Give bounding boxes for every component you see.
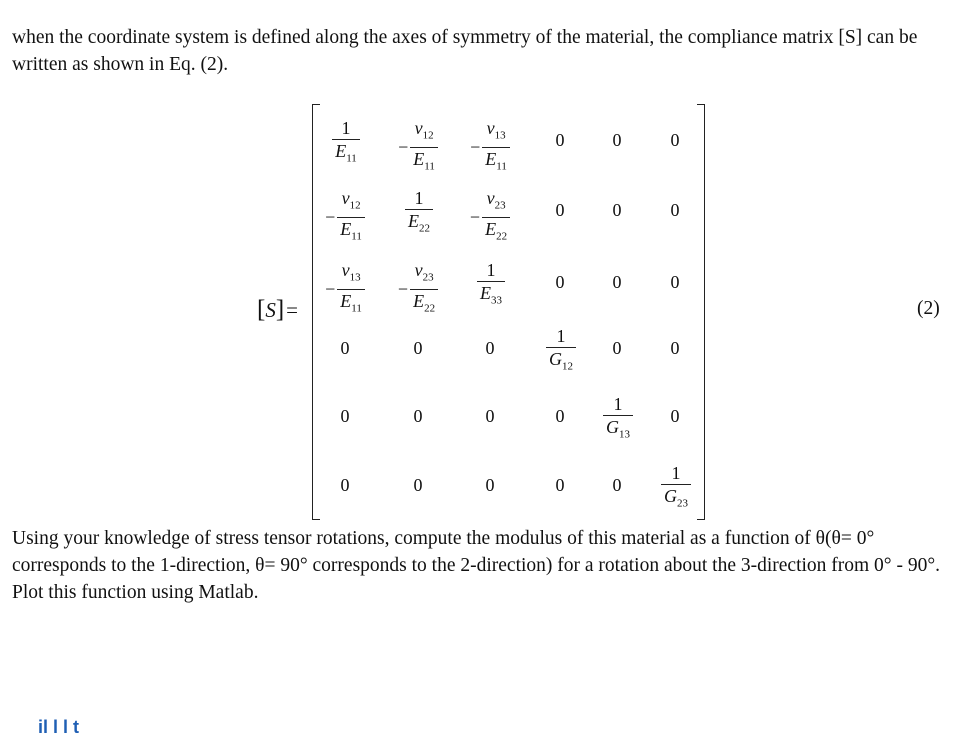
fraction: [482, 188, 510, 246]
denominator-subscript: 33: [491, 294, 502, 307]
poisson-symbol: [414, 260, 434, 284]
fraction: [546, 326, 576, 377]
zero-entry: 0: [612, 130, 622, 150]
zero-entry: 0: [670, 338, 680, 358]
zero-entry: 0: [413, 406, 423, 426]
poisson-symbol: [486, 188, 506, 212]
matrix-cell-5-5: [584, 394, 650, 445]
fraction: [337, 260, 365, 318]
lhs-close-bracket: ]: [275, 296, 285, 323]
equals-sign: =: [286, 298, 298, 322]
denominator-subscript: 13: [619, 428, 630, 441]
modulus-symbol: [413, 290, 436, 315]
fraction: [603, 394, 633, 445]
numerator: [482, 188, 510, 218]
zero-entry: 0: [413, 338, 423, 358]
matrix-cell-1-1: [312, 118, 378, 169]
zero-entry: 0: [485, 338, 495, 358]
fraction: [482, 118, 510, 176]
matrix-cell-6-1: [312, 475, 378, 496]
numerator-value: 1: [671, 463, 681, 483]
zero-entry: 0: [612, 272, 622, 292]
numerator-subscript: 12: [349, 199, 361, 212]
denominator-subscript: 11: [351, 302, 362, 315]
numerator-value: 1: [556, 326, 566, 346]
denominator-subscript: 11: [346, 152, 357, 165]
matrix-cell-2-3: [457, 188, 523, 246]
matrix-cell-1-6: [642, 130, 708, 151]
numerator-value: 1: [613, 394, 623, 414]
denominator-subscript: 11: [496, 160, 507, 173]
modulus-symbol: [485, 218, 508, 243]
denominator-subscript: 22: [424, 302, 436, 315]
matrix-cell-4-3: [457, 338, 523, 359]
numerator-subscript: 23: [494, 199, 506, 212]
denominator-symbol: E: [413, 290, 425, 311]
lhs-open-bracket: [: [257, 296, 266, 323]
numerator: [337, 188, 365, 218]
zero-entry: 0: [340, 338, 350, 358]
matrix-cell-2-5: [584, 200, 650, 221]
denominator-symbol: E: [340, 218, 352, 239]
denominator-subscript: 11: [351, 230, 362, 243]
numerator-symbol: ν: [414, 118, 423, 138]
matrix-cell-2-2: [385, 188, 451, 239]
matrix-cell-5-2: [385, 406, 451, 427]
numerator-symbol: ν: [486, 118, 495, 138]
zero-entry: 0: [485, 406, 495, 426]
matrix-cell-5-6: [642, 406, 708, 427]
matrix-cell-6-5: [584, 475, 650, 496]
minus-sign: −: [470, 136, 481, 157]
numerator: [337, 260, 365, 290]
zero-entry: 0: [612, 338, 622, 358]
zero-entry: 0: [612, 200, 622, 220]
zero-entry: 0: [555, 200, 565, 220]
zero-entry: 0: [670, 272, 680, 292]
denominator: [482, 218, 510, 247]
matrix-cell-1-2: [385, 118, 451, 176]
modulus-symbol: [485, 148, 507, 173]
denominator: [546, 348, 576, 377]
matrix-cell-4-1: [312, 338, 378, 359]
numerator: [661, 463, 691, 485]
denominator: [661, 485, 691, 514]
zero-entry: 0: [340, 406, 350, 426]
denominator-symbol: E: [408, 211, 419, 231]
zero-entry: 0: [670, 406, 680, 426]
denominator: [482, 148, 510, 177]
denominator: [603, 416, 633, 445]
zero-entry: 0: [340, 475, 350, 495]
numerator-value: 1: [486, 260, 496, 280]
denominator: [410, 290, 438, 319]
cut-off-text: il l l t: [38, 717, 80, 737]
matrix-cell-6-6: [642, 463, 708, 514]
lhs-symbol: S: [265, 298, 276, 322]
minus-sign: −: [325, 278, 336, 299]
numerator-value: 1: [414, 188, 424, 208]
denominator: [410, 148, 438, 177]
modulus-symbol: [549, 349, 573, 373]
modulus-symbol: [664, 486, 688, 510]
numerator: [332, 118, 360, 140]
zero-entry: 0: [555, 130, 565, 150]
matrix-cell-3-6: [642, 272, 708, 293]
matrix-cell-4-5: [584, 338, 650, 359]
fraction: [410, 118, 438, 176]
numerator-subscript: 23: [422, 271, 434, 284]
numerator: [482, 118, 510, 148]
numerator: [405, 188, 433, 210]
denominator: [337, 290, 365, 319]
matrix-cell-6-3: [457, 475, 523, 496]
numerator-symbol: ν: [414, 260, 423, 280]
minus-sign: −: [325, 206, 336, 227]
numerator-value: 1: [341, 118, 351, 138]
equation-number: (2): [917, 298, 940, 319]
denominator: [337, 218, 365, 247]
matrix-cell-5-3: [457, 406, 523, 427]
matrix-cell-3-2: [385, 260, 451, 318]
matrix-cell-6-2: [385, 475, 451, 496]
denominator-symbol: E: [335, 141, 347, 161]
fraction: [332, 118, 360, 169]
poisson-symbol: [341, 188, 361, 212]
matrix-cell-1-3: [457, 118, 523, 176]
numerator-symbol: ν: [486, 188, 495, 208]
denominator-symbol: E: [485, 148, 497, 169]
matrix-cell-3-3: [457, 260, 523, 311]
denominator: [477, 282, 505, 311]
denominator-symbol: G: [549, 349, 562, 369]
denominator-subscript: 11: [424, 160, 435, 173]
matrix-cell-4-6: [642, 338, 708, 359]
numerator-symbol: ν: [341, 260, 350, 280]
numerator-subscript: 12: [422, 129, 434, 142]
modulus-symbol: [606, 417, 630, 441]
denominator-symbol: E: [480, 283, 491, 303]
zero-entry: 0: [555, 406, 565, 426]
matrix-cell-2-1: [312, 188, 378, 246]
denominator-symbol: G: [664, 486, 677, 506]
denominator: [405, 210, 433, 239]
numerator: [477, 260, 505, 282]
matrix-cell-4-2: [385, 338, 451, 359]
numerator: [546, 326, 576, 348]
minus-sign: −: [397, 278, 409, 299]
matrix-cell-1-5: [584, 130, 650, 151]
matrix-cell-2-6: [642, 200, 708, 221]
numerator: [410, 260, 438, 290]
zero-entry: 0: [555, 475, 565, 495]
zero-entry: 0: [555, 272, 565, 292]
modulus-symbol: [408, 211, 430, 235]
modulus-symbol: [340, 290, 362, 315]
modulus-symbol: [340, 218, 362, 243]
denominator-subscript: 23: [677, 497, 688, 510]
poisson-symbol: [341, 260, 361, 284]
zero-entry: 0: [670, 130, 680, 150]
fraction: [405, 188, 433, 239]
matrix-right-bracket: [697, 104, 705, 520]
zero-entry: 0: [612, 475, 622, 495]
matrix-cell-3-5: [584, 272, 650, 293]
question-paragraph: Using your knowledge of stress tensor rotations, compute the modulus of this material as a function of θ(θ= 0° corresponds to the 1-direction, θ= 90° corresponds to the 2-direction) for a rotation about the 3-direction from 0° - 90°. Plot this function using Matlab.: [12, 528, 941, 603]
modulus-symbol: [335, 141, 357, 165]
numerator: [603, 394, 633, 416]
denominator-subscript: 22: [419, 222, 430, 235]
modulus-symbol: [480, 283, 502, 307]
modulus-symbol: [413, 148, 435, 173]
denominator-symbol: E: [340, 290, 352, 311]
denominator-subscript: 12: [562, 360, 573, 373]
intro-paragraph: when the coordinate system is defined along the axes of symmetry of the material, the compliance matrix [S] can be written as shown in Eq. (2).: [12, 27, 918, 75]
matrix-cell-3-1: [312, 260, 378, 318]
fraction: [337, 188, 365, 246]
denominator: [332, 140, 360, 169]
numerator-symbol: ν: [341, 188, 350, 208]
fraction: [410, 260, 438, 318]
numerator-subscript: 13: [494, 129, 506, 142]
zero-entry: 0: [485, 475, 495, 495]
poisson-symbol: [414, 118, 434, 142]
denominator-subscript: 22: [496, 230, 508, 243]
denominator-symbol: E: [485, 218, 497, 239]
zero-entry: 0: [670, 200, 680, 220]
denominator-symbol: E: [413, 148, 425, 169]
poisson-symbol: [486, 118, 506, 142]
minus-sign: −: [398, 136, 409, 157]
numerator-subscript: 13: [349, 271, 361, 284]
minus-sign: −: [469, 206, 481, 227]
numerator: [410, 118, 438, 148]
denominator-symbol: G: [606, 417, 619, 437]
fraction: [661, 463, 691, 514]
matrix-cell-5-1: [312, 406, 378, 427]
fraction: [477, 260, 505, 311]
matrix-lhs: [257, 296, 298, 324]
zero-entry: 0: [413, 475, 423, 495]
